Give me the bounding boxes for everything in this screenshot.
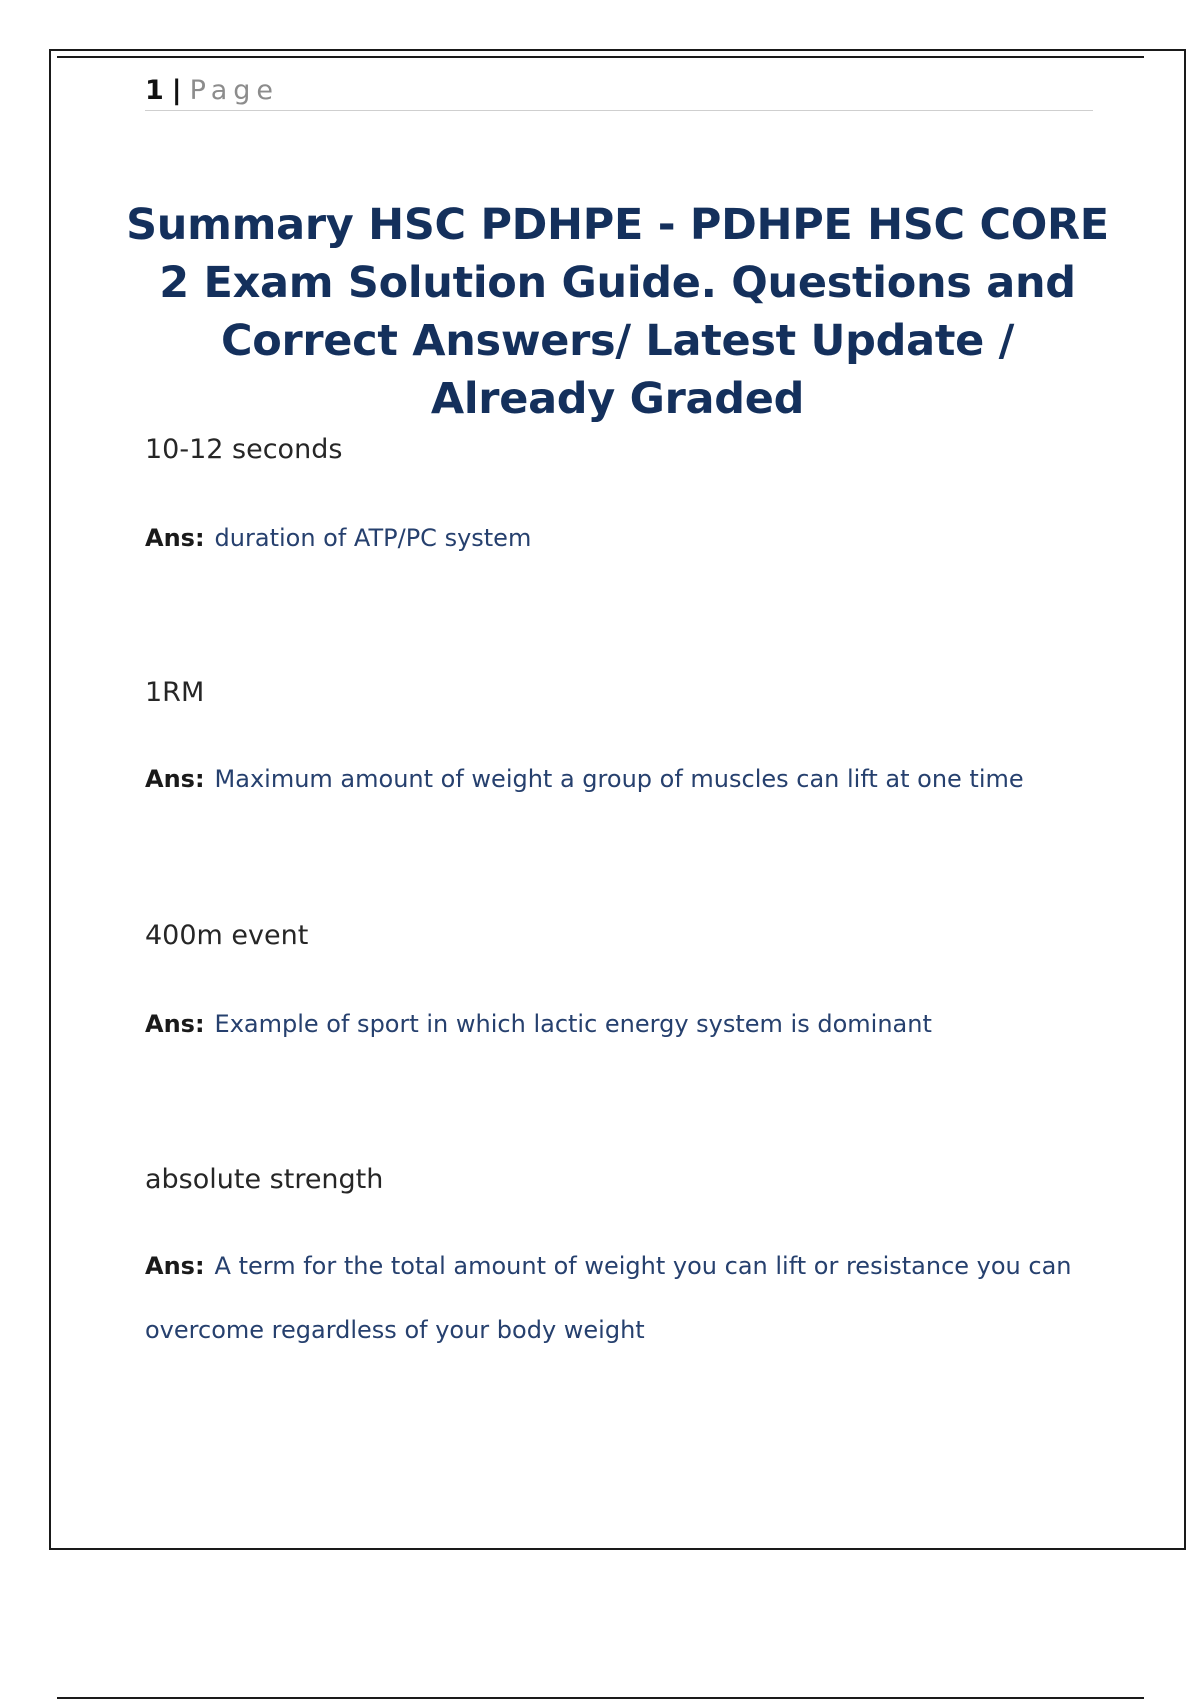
answer-label: Ans: xyxy=(145,1252,205,1280)
qa-item xyxy=(145,675,1095,811)
question-text: 1RM xyxy=(145,677,205,708)
page-header xyxy=(145,72,1093,111)
answer-label: Ans: xyxy=(145,765,205,793)
top-rule xyxy=(57,56,1144,58)
question-text: absolute strength xyxy=(145,1164,384,1195)
qa-item xyxy=(145,432,1095,570)
qa-item xyxy=(145,1162,1095,1362)
answer-label: Ans: xyxy=(145,1010,205,1038)
header-separator: | xyxy=(171,75,182,106)
document-title: Summary HSC PDHPE - PDHPE HSC CORE 2 Exam Solution Guide. Questions and Correct Answers/ Latest Update / Already Graded xyxy=(126,200,1109,424)
answer-text: duration of ATP/PC system xyxy=(214,524,532,552)
answer-row xyxy=(145,747,1095,811)
page-label: Page xyxy=(189,75,280,106)
answer-row xyxy=(145,992,1095,1056)
question-text: 10-12 seconds xyxy=(145,434,343,465)
answer-text: Maximum amount of weight a group of muscles can lift at one time xyxy=(214,765,1024,793)
next-page-rule xyxy=(57,1697,1144,1699)
answer-text: A term for the total amount of weight you can lift or resistance you can overcome regardless of your body weight xyxy=(145,1252,1072,1344)
page-number: 1 xyxy=(145,75,164,106)
answer-text: Example of sport in which lactic energy system is dominant xyxy=(214,1010,932,1038)
answer-label: Ans: xyxy=(145,524,205,552)
qa-item xyxy=(145,918,1095,1056)
question-text: 400m event xyxy=(145,920,309,951)
answer-row xyxy=(145,1234,1095,1362)
answer-row xyxy=(145,506,1095,570)
